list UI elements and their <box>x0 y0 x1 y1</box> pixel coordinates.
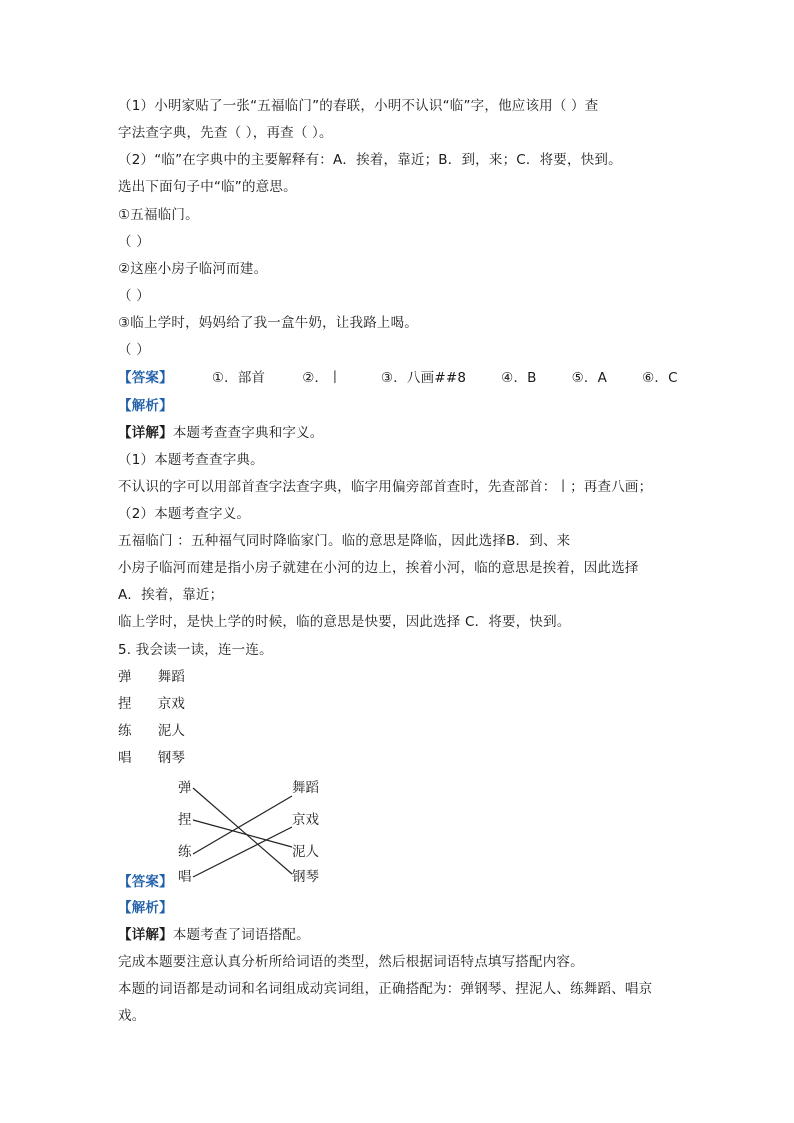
q4-stem-line1: （1）小明家贴了一张“五福临门”的春联，小明不认识“临”字，他应该用（ ）查 <box>118 98 599 114</box>
q4-explain-7: 临上学时，是快上学的时候，临的意思是快要，因此选择 C．将要，快到。 <box>118 614 571 630</box>
diagram-right-word: 舞蹈 <box>292 780 319 796</box>
q5-left-word: 弹 <box>118 669 132 685</box>
q4-detail: 【详解】本题考查查字典和字义。 <box>118 425 324 441</box>
q4-blank-1: （ ） <box>118 234 150 250</box>
q5-left-word: 捏 <box>118 696 132 712</box>
q4-sentence-3: ③临上学时，妈妈给了我一盒牛奶，让我路上喝。 <box>118 315 419 331</box>
diagram-left-word: 练 <box>178 844 192 860</box>
q5-explain-1: 完成本题要注意认真分析所给词语的类型，然后根据词语特点填写搭配内容。 <box>118 954 584 970</box>
answer-item: ①．部首 <box>211 370 266 386</box>
q4-sentence-1: ①五福临门。 <box>118 207 199 223</box>
q4-explain-3: （2）本题考查字义。 <box>118 506 251 522</box>
q4-sentence-2: ②这座小房子临河而建。 <box>118 261 268 277</box>
answer-item: ⑤．A <box>571 370 608 386</box>
answer-item: ②．丨 <box>302 370 342 386</box>
answer-item: ③．八画##8 <box>380 370 467 386</box>
q5-detail: 【详解】本题考查了词语搭配。 <box>118 927 310 943</box>
q5-right-word: 京戏 <box>157 696 186 712</box>
q4-stem-line2: 字法查字典，先查（ ），再查（ ）。 <box>118 125 333 141</box>
match-line <box>193 827 292 877</box>
q4-explain-1: （1）本题考查查字典。 <box>118 452 264 468</box>
diagram-right-word: 泥人 <box>292 844 319 860</box>
q4-blank-2: （ ） <box>118 288 150 304</box>
match-line <box>193 788 292 874</box>
q5-explain-3: 戏。 <box>118 1008 146 1024</box>
answer-tag: 【答案】 <box>118 370 173 386</box>
q4-part2-definitions: （2）“临”在字典中的主要解释有：A．挨着，靠近；B．到，来；C．将要，快到。 <box>118 152 622 168</box>
diagram-left-word: 弹 <box>178 780 192 796</box>
answer-item: ④．B <box>501 370 537 386</box>
q4-analysis-tag: 【解析】 <box>118 398 173 414</box>
q5-left-word: 练 <box>118 723 132 739</box>
q4-explain-4: 五福临门 ：五种福气同时降临家门。临的意思是降临，因此选择B．到、来 <box>118 533 571 549</box>
q4-part2-instruction: 选出下面句子中“临”的意思。 <box>118 179 297 195</box>
q5-right-word: 泥人 <box>157 723 186 739</box>
q4-explain-6: A．挨着，靠近； <box>118 587 224 603</box>
q5-title: 5. 我会读一读，连一连。 <box>118 642 273 658</box>
q5-answer-tag: 【答案】 <box>118 874 173 890</box>
q5-right-word: 钢琴 <box>157 750 186 766</box>
q5-right-word: 舞蹈 <box>157 669 186 685</box>
diagram-left-word: 唱 <box>178 869 192 885</box>
q4-blank-3: （ ） <box>118 342 150 358</box>
match-line <box>193 796 292 854</box>
answer-item: ⑥．C <box>642 370 678 386</box>
diagram-left-word: 捏 <box>178 812 192 828</box>
diagram-right-word: 京戏 <box>292 812 319 828</box>
match-line <box>193 820 292 847</box>
diagram-right-word: 钢琴 <box>292 869 319 885</box>
q4-explain-5: 小房子临河而建是指小房子就建在小河的边上，挨着小河，临的意思是挨着，因此选择 <box>118 560 639 576</box>
q5-left-word: 唱 <box>118 750 132 766</box>
q4-explain-2: 不认识的字可以用部首查字法查字典，临字用偏旁部首查时，先查部首：丨；再查八画； <box>118 479 653 495</box>
q5-explain-2: 本题的词语都是动词和名词组成动宾词组，正确搭配为：弹钢琴、捏泥人、练舞蹈、唱京 <box>118 981 653 997</box>
q5-analysis-tag: 【解析】 <box>118 900 173 916</box>
